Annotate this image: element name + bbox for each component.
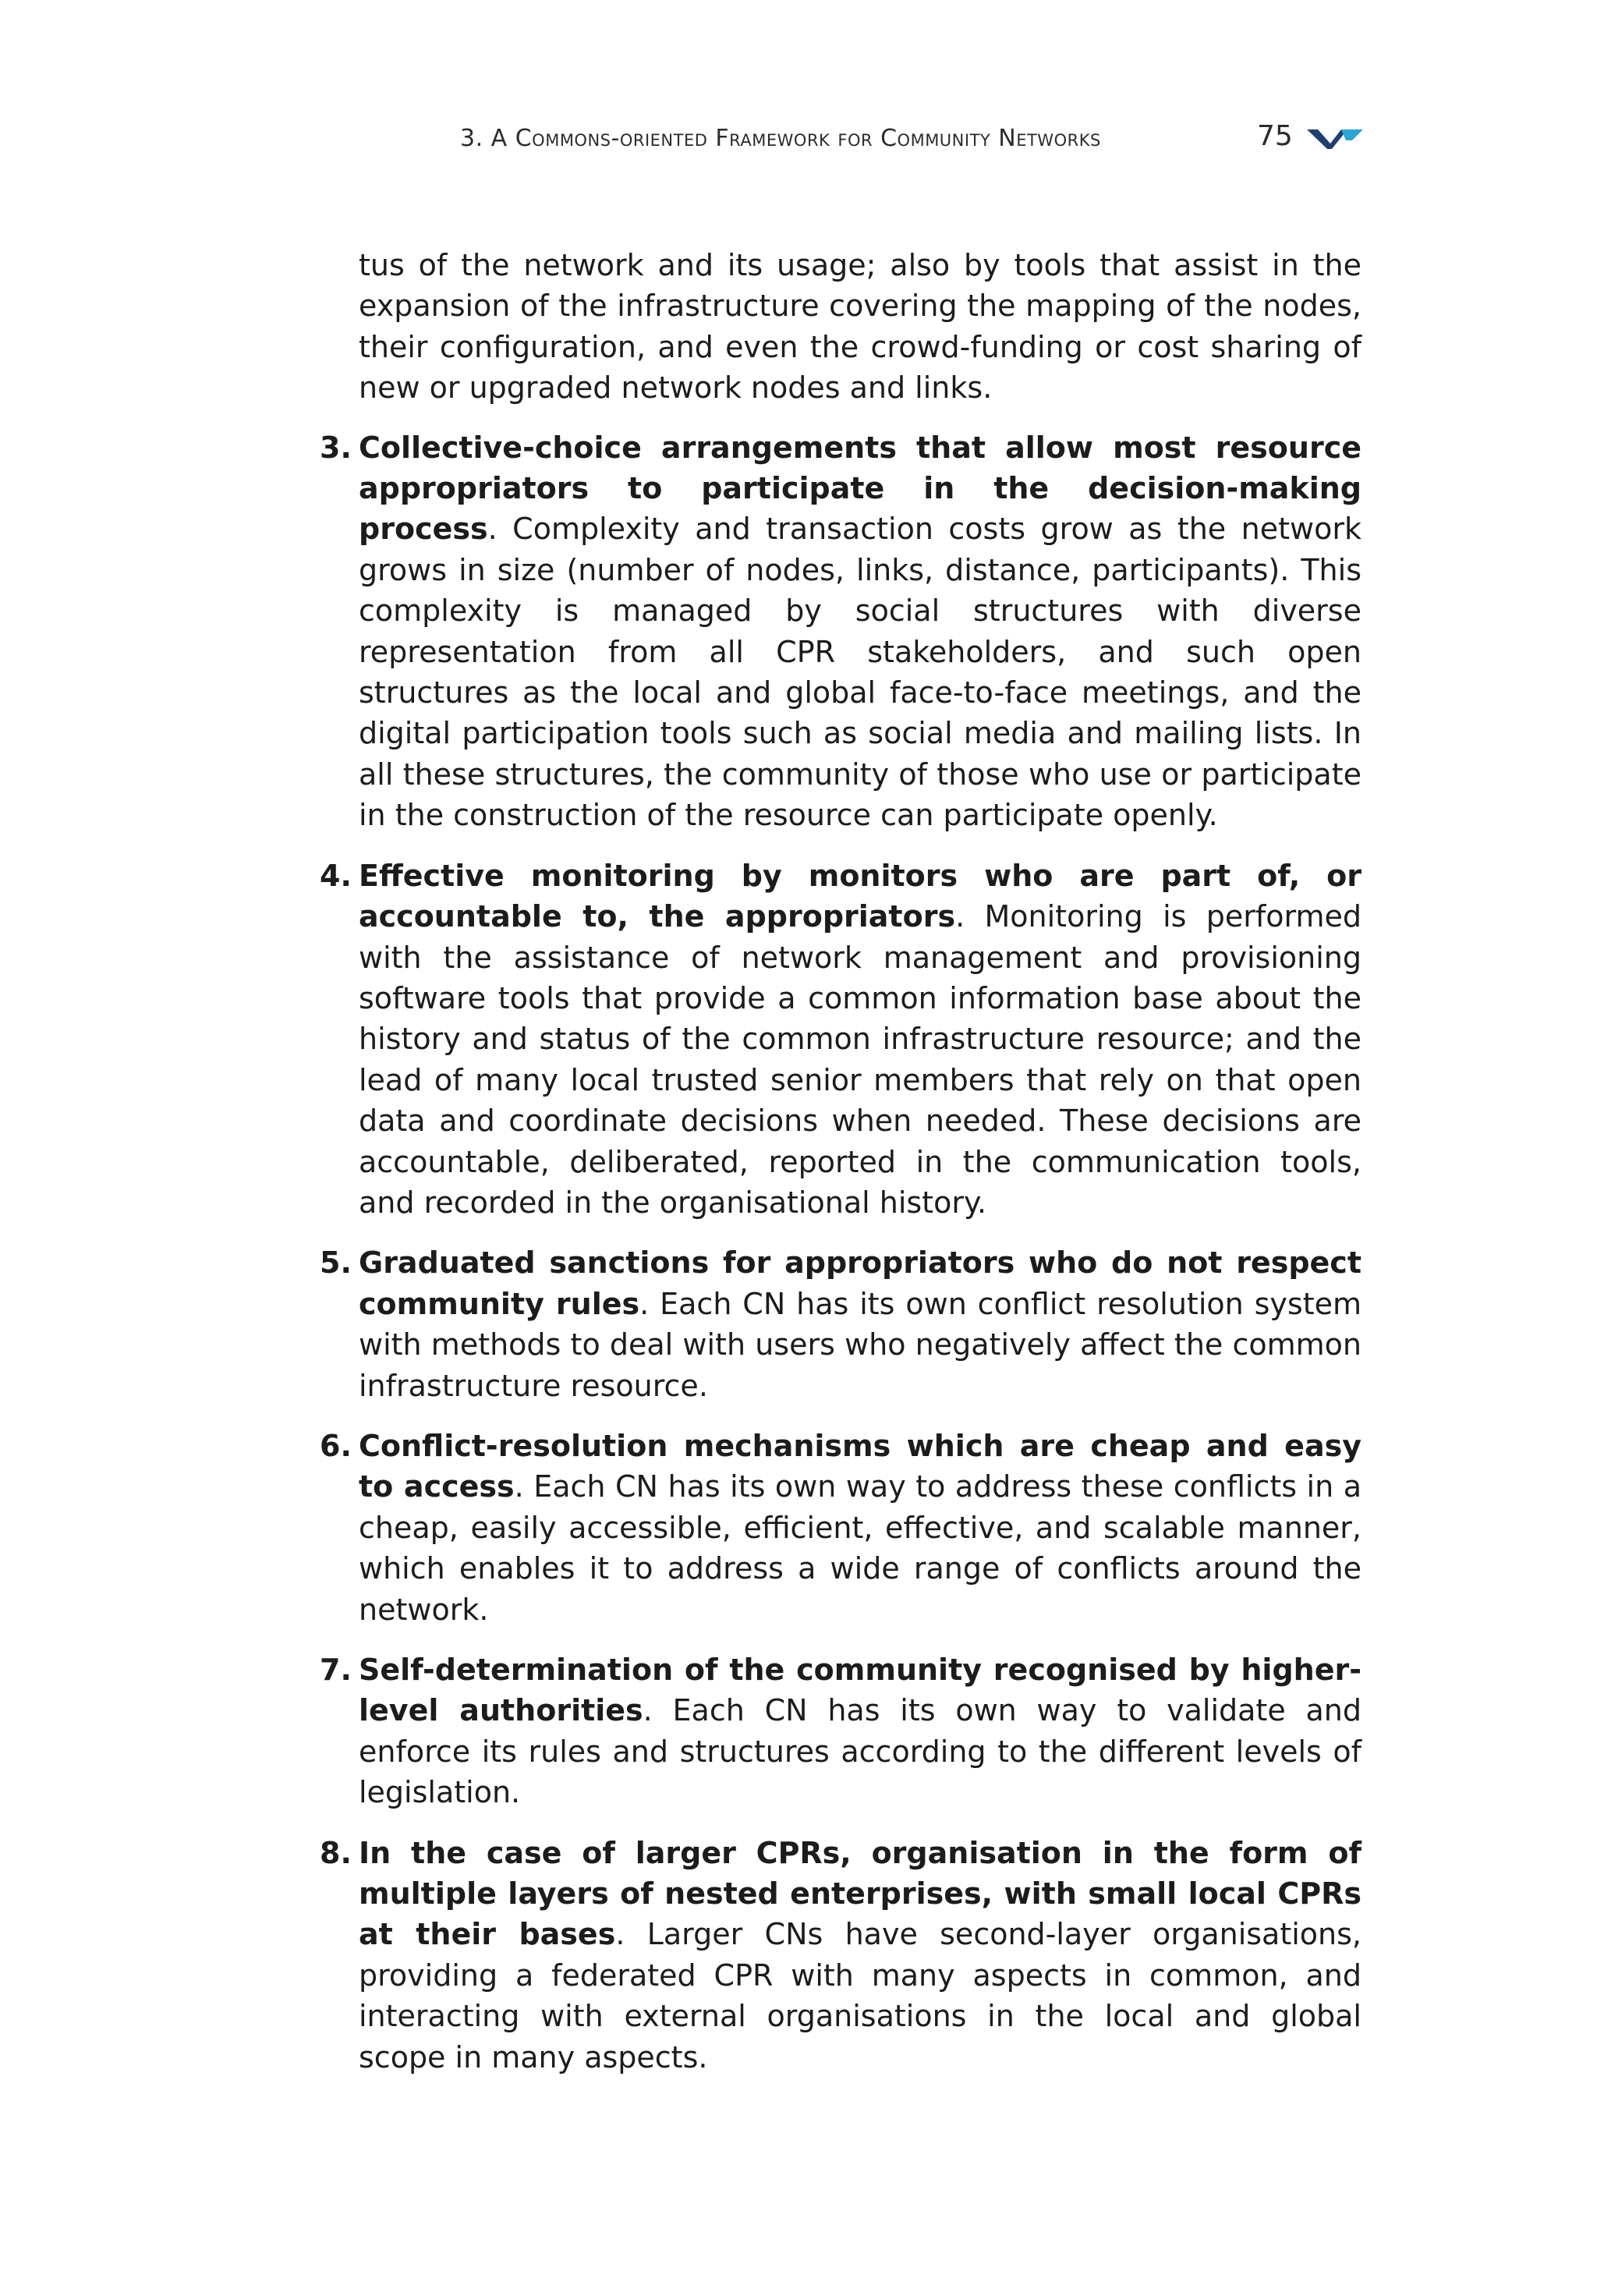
running-head-text: 3. A Commons-oriented Framework for Community Networks <box>460 125 1101 152</box>
item-title: Collective-choice arrangements that allow most resource appropriators to participate in the decision-making process <box>359 430 1362 547</box>
item-paragraph <box>359 427 1362 836</box>
item-number: 3. <box>320 430 352 465</box>
publisher-logo-icon <box>1307 126 1363 150</box>
item-paragraph <box>359 1426 1362 1630</box>
item-title: In the case of larger CPRs, organisation in the form of multiple layers of nested enterprises, with small local CPRs at their bases <box>359 1835 1362 1952</box>
item-title: Conflict-resolution mechanisms which are cheap and easy to access <box>359 1428 1362 1504</box>
intro-paragraph: tus of the network and its usage; also by tools that assist in the expansion of the infrastructure covering the mapping of the nodes, their configuration, and even the crowd-funding or cost sharing of new or upgraded network nodes and links. <box>359 248 1362 406</box>
item-number: 4. <box>320 858 352 893</box>
logo-dark-chevron <box>1307 129 1347 149</box>
item-paragraph <box>359 856 1362 1224</box>
item-paragraph <box>359 1649 1362 1813</box>
principles-list <box>320 427 1362 2078</box>
item-number: 8. <box>320 1835 352 1870</box>
running-head <box>460 125 1101 152</box>
item-number: 5. <box>320 1245 352 1281</box>
item-body: . Larger CNs have second-layer organisations, providing a federated CPR with many aspects in common, and interacting with external organisations in the local and global scope in many aspects. <box>359 1917 1362 2075</box>
principle-item-6 <box>320 1426 1362 1630</box>
principle-item-3 <box>320 427 1362 836</box>
page-body <box>320 245 1362 2097</box>
principle-item-7 <box>320 1649 1362 1813</box>
principle-item-5 <box>320 1242 1362 1406</box>
item-title: Graduated sanctions for appropriators who do not respect community rules <box>359 1245 1362 1321</box>
page-header <box>0 115 1597 162</box>
item-body: . Monitoring is performed with the assistance of network management and provisioning software tools that provide a common information base about the history and status of the common infrastructure resource; and the lead of many local trusted senior members that rely on that open data and coordinate decisions when needed. These decisions are accountable, deliberated, reported in the communication tools, and recorded in the organisational history. <box>359 899 1362 1220</box>
principle-item-4 <box>320 856 1362 1224</box>
item-title: Self-determination of the community recognised by higher-level authorities <box>359 1653 1362 1728</box>
item-number: 7. <box>320 1653 352 1687</box>
page-number: 75 <box>1257 120 1293 152</box>
item-title: Effective monitoring by monitors who are part of, or accountable to, the appropriators <box>359 858 1362 934</box>
principle-item-8 <box>320 1833 1362 2078</box>
item-number: 6. <box>320 1428 352 1463</box>
item-body: . Each CN has its own conflict resolution system with methods to deal with users who negatively affect the common infrastructure resource. <box>359 1286 1362 1403</box>
item-body: . Each CN has its own way to address these conflicts in a cheap, easily accessible, efficient, effective, and scalable manner, which enables it to address a wide range of conflicts around the network. <box>359 1469 1362 1627</box>
item-body: . Complexity and transaction costs grow as the network grows in size (number of nodes, links, distance, participants). This complexity is managed by social structures with diverse representation from all CPR stakeholders, and such open structures as the local and global face-to-face meetings, and the digital participation tools such as social media and mailing lists. In all these structures, the community of those who use or participate in the construction of the resource can participate openly. <box>359 512 1362 833</box>
logo-light-chevron <box>1341 129 1363 140</box>
item-body: . Each CN has its own way to validate and enforce its rules and structures according to the different levels of legislation. <box>359 1693 1362 1810</box>
item-paragraph <box>359 1833 1362 2078</box>
item-paragraph <box>359 1242 1362 1406</box>
